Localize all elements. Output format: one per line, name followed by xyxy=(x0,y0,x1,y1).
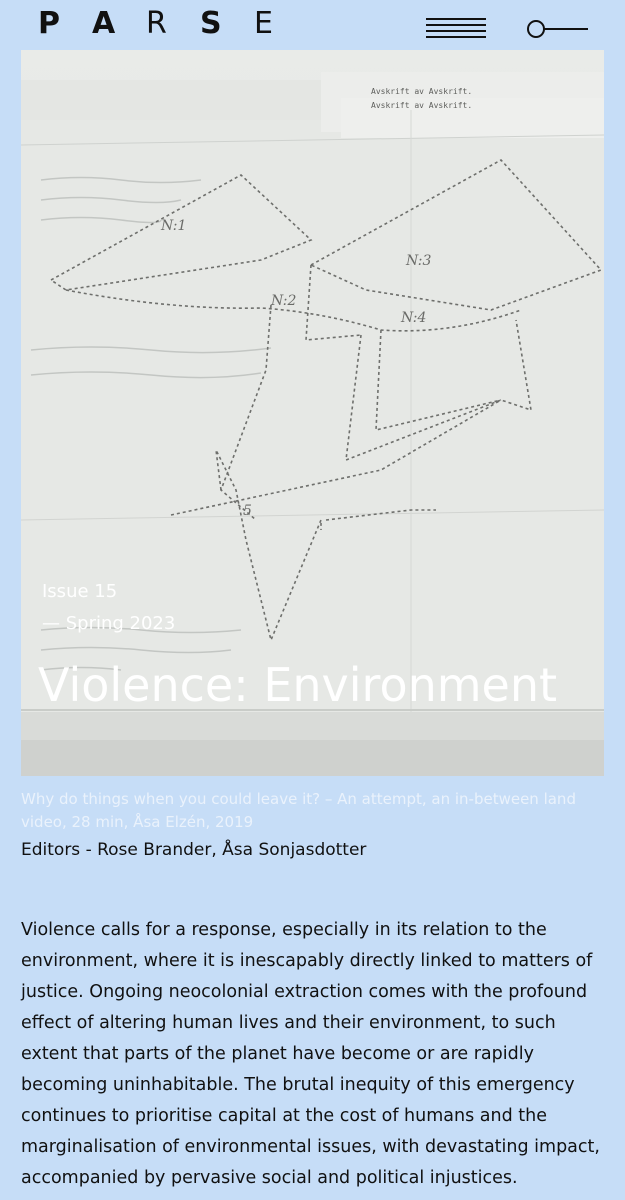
parcel-label: N:3 xyxy=(406,253,432,269)
document-heading: Avskrift av Avskrift. xyxy=(371,101,473,110)
parcel-label: N:4 xyxy=(401,310,427,326)
logo-letter: E xyxy=(254,6,273,41)
parse-logo[interactable] xyxy=(38,6,308,41)
image-caption: Why do things when you could leave it? – An attempt, an in-between land video, 28 min, Åsa Elzén, 2019 xyxy=(21,790,576,831)
parcel-label: N:1 xyxy=(161,218,187,234)
logo-letter: A xyxy=(92,6,116,41)
issue-number: Issue 15 xyxy=(42,581,118,602)
issue-title: Violence: Environment xyxy=(38,658,558,712)
editors-credit: Editors - Rose Brander, Åsa Sonjasdotter xyxy=(21,840,367,860)
site-header xyxy=(0,0,625,50)
hamburger-menu-icon[interactable] xyxy=(426,18,486,42)
intro-paragraph: Violence calls for a response, especially in its relation to the environment, where it is inescapably directly linked to matters of justice. Ongoing neocolonial extraction comes with the profound effect of altering human lives and their environment, to such extent that parts of the planet have become or are rapidly becoming uninhabitable. The brutal inequity of this emergency continues to prioritise capital at the cost of humans and the marginalisation of environmental issues, with devastating impact, accompanied by pervasive social and political injustices. xyxy=(21,919,600,1188)
document-heading: Avskrift av Avskrift. xyxy=(371,87,473,96)
logo-letter: S xyxy=(200,6,222,41)
issue-season: — Spring 2023 xyxy=(42,613,176,634)
logo-letter: R xyxy=(146,6,167,41)
parcel-label: N:2 xyxy=(271,293,297,309)
hero-image[interactable] xyxy=(21,50,604,776)
parcel-label: 5 xyxy=(243,503,252,519)
logo-letter: P xyxy=(38,6,60,41)
search-icon[interactable] xyxy=(524,14,590,42)
